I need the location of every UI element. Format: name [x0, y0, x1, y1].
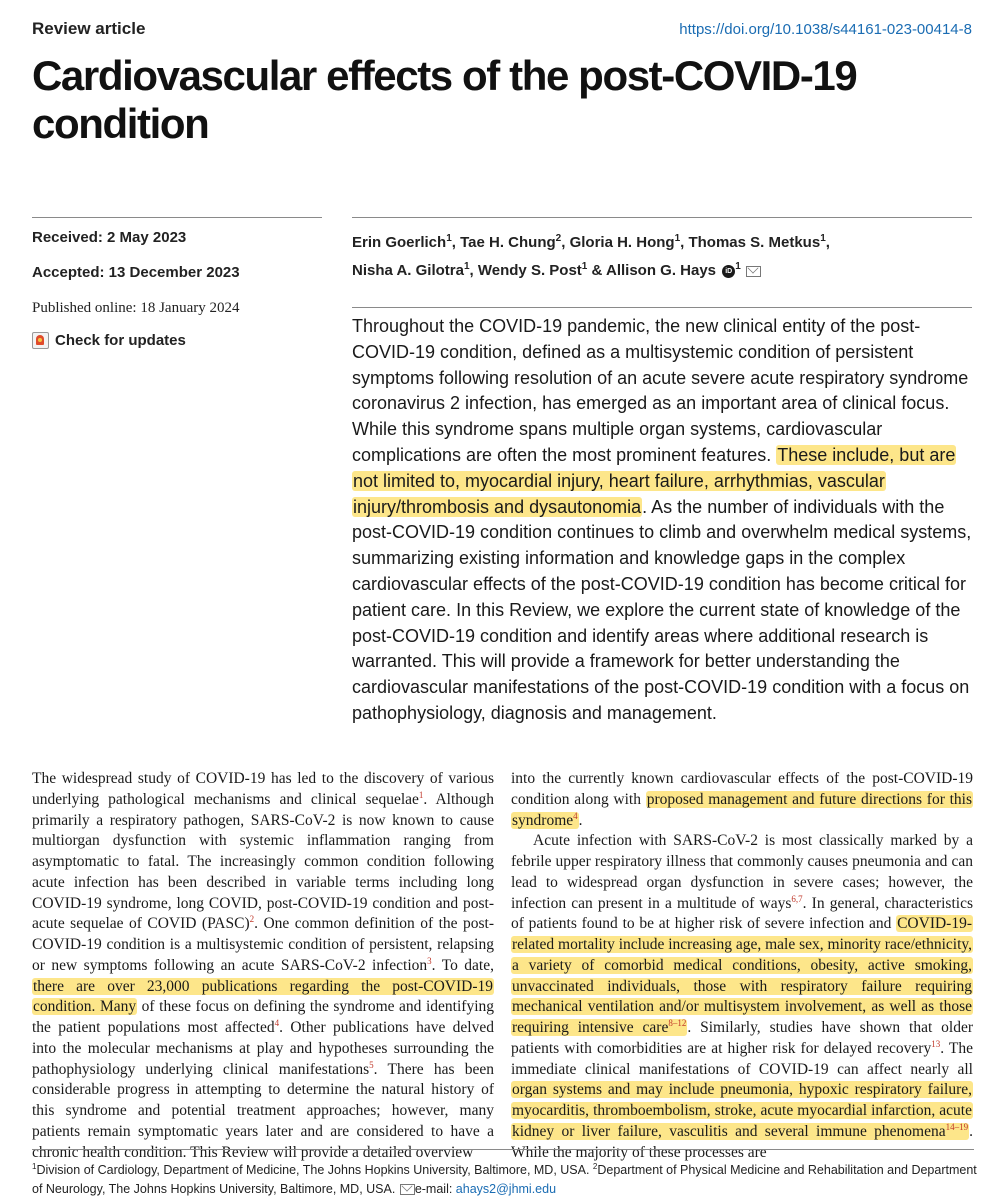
citation-ref[interactable]: 2 [249, 914, 255, 925]
top-rule-right [352, 217, 972, 218]
citation-ref[interactable]: 14–19 [945, 1121, 969, 1132]
check-for-updates-button[interactable] [32, 332, 322, 349]
top-rule-left [32, 217, 322, 218]
mail-icon[interactable] [746, 266, 761, 277]
highlight: there are over 23,000 publications regarding the post-COVID-19 condition. Many [33, 977, 493, 1016]
citation-ref[interactable]: 5 [369, 1059, 374, 1070]
author[interactable]: Nisha A. Gilotra$^1$ [352, 261, 470, 279]
citation-ref[interactable]: 6,7 [791, 893, 803, 904]
author[interactable]: Tae H. Chung$^2$ [460, 233, 562, 251]
body-column-right: into the currently known cardiovascular effects of the post-COVID-19 condition along with proposed management and future directions for this syndrome$^4$. Acute infection with SARS-CoV-2 is most classically marked by a febrile upper respiratory illness that commonly causes pneumonia and can lead to widespread organ dysfunction in severe cases; however, the infection can present in a multitude of ways$^{6,7}$. In general, characteristics of patients found to be at higher risk of severe infection and COVID-19-related mortality include increasing age, male sex, minority race/ethnicity, a variety of comorbid medical conditions, obesity, active smoking, unvaccinated individuals, those with respiratory failure requiring mechanical ventilation and/or multisystem involvement, as well as those requiring intensive care$^{8-12}$. Similarly, studies have shown that older patients with comorbidities are at higher risk for delayed recovery$^{13}$. The immediate clinical manifestations of COVID-19 can affect nearly all organ systems and may include pneumonia, hypoxic respiratory failure, myocarditis, thromboembolism, stroke, acute myocardial infarction, acute kidney or liver failure, vasculitis and several immune phenomena$^{14-19}$. While the majority of these processes are [511, 770, 973, 1161]
citation-ref[interactable]: 8–12 [668, 1017, 687, 1028]
doi-link[interactable]: https://doi.org/10.1038/s44161-023-00414-8 [679, 21, 972, 38]
affiliations-footnote: $^1$Division of Cardiology, Department of Medicine, The Johns Hopkins University, Baltimore, MD, USA. $^2$Department of Physical Medicine and Rehabilitation and Department of Neurology, The Johns Hopkins University, Baltimore, MD, USA. e-mail: ahays2@jhmi.edu [32, 1162, 977, 1197]
received-date: Received: 2 May 2023 [32, 229, 187, 246]
highlight: COVID-19-related mortality include increasing age, male sex, minority race/ethnicity, a variety of comorbid medical conditions, obesity, active smoking, unvaccinated individuals, those with respiratory failure requiring mechanical ventilation and/or multisystem involvement, as well as those requiring intensive care$^{8-12}$ [512, 915, 972, 1036]
published-date: Published online: 18 January 2024 [32, 300, 240, 316]
author[interactable]: Erin Goerlich$^1$ [352, 233, 452, 251]
article-title: Cardiovascular effects of the post-COVID-19 condition [32, 52, 857, 147]
abstract-rule [352, 307, 972, 308]
article-dates [32, 228, 322, 349]
body-column-left: The widespread study of COVID-19 has led to the discovery of various underlying pathological mechanisms and clinical sequelae$^1$. Although primarily a respiratory pathogen, SARS-CoV-2 is now known to cause multiorgan dysfunction with systemic inflammation ranging from asymptomatic to fatal. The increasingly common condition following acute infection has been described in variable terms including long COVID-19 syndrome, long COVID, post-COVID-19 condition and post-acute sequelae of COVID (PASC)$^2$. One common definition of the post-COVID-19 condition is a multisystemic condition of persistent, relapsing or new symptoms following an acute SARS-CoV-2 infection$^3$. To date, there are over 23,000 publications regarding the post-COVID-19 condition. Many of these focus on defining the syndrome and identifying the patient populations most affected$^4$. Other publications have delved into the molecular mechanisms at play and hypotheses surrounding the pathophysiology underlying clinical manifestations$^5$. There has been considerable progress in attempting to determine the natural history of this syndrome and potential treatment approaches; however, many patients remain symptomatic years later and are considered to have a chronic health condition. This Review will provide a detailed overview [32, 770, 494, 1161]
orcid-icon[interactable]: iD [722, 265, 735, 278]
highlight: These include, but are not limited to, myocardial injury, heart failure, arrhythmias, vascular injury/thrombosis and dysautonomia [353, 444, 956, 517]
email-link[interactable]: ahays2@jhmi.edu [455, 1182, 557, 1197]
crossmark-icon [32, 332, 49, 349]
check-for-updates-label: Check for updates [55, 332, 186, 349]
author[interactable]: Thomas S. Metkus$^1$ [688, 233, 826, 251]
citation-ref[interactable]: 1 [418, 789, 424, 800]
article-header [32, 19, 972, 45]
citation-ref[interactable]: 3 [427, 955, 432, 966]
citation-ref[interactable]: 13 [931, 1038, 941, 1049]
citation-ref[interactable]: 4 [573, 810, 578, 821]
citation-ref[interactable]: 4 [274, 1017, 280, 1028]
mail-icon [400, 1184, 415, 1195]
author[interactable]: Gloria H. Hong$^1$ [569, 233, 681, 251]
highlight: organ systems and may include pneumonia, hypoxic respiratory failure, myocarditis, thromboembolism, stroke, acute myocardial infarction, acute kidney or liver failure, vasculitis and several immune phenomena$^{14-19}$ [512, 1081, 972, 1140]
author-list: Erin Goerlich$^1$, Tae H. Chung$^2$, Gloria H. Hong$^1$, Thomas S. Metkus$^1$, Nisha A. Gilotra$^1$, Wendy S. Post$^1$ & Allison G. Hays iD $^1$ [352, 233, 830, 279]
footnote-rule [32, 1149, 974, 1150]
accepted-date: Accepted: 13 December 2023 [32, 264, 240, 281]
author[interactable]: Allison G. Hays [605, 262, 717, 279]
author[interactable]: Wendy S. Post$^1$ [477, 261, 588, 279]
article-type-label: Review article [32, 19, 146, 38]
highlight: proposed management and future directions for this syndrome$^4$ [512, 790, 972, 829]
abstract: Throughout the COVID-19 pandemic, the new clinical entity of the post-COVID-19 condition, defined as a multisystemic condition of persistent symptoms following resolution of an acute severe acute respiratory syndrome coronavirus 2 infection, has emerged as an important area of clinical focus. While this syndrome spans multiple organ systems, cardiovascular complications are often the most prominent features. These include, but are not limited to, myocardial injury, heart failure, arrhythmias, vascular injury/thrombosis and dysautonomia. As the number of individuals with the post-COVID-19 condition continues to climb and overwhelm medical systems, summarizing existing information and knowledge gaps in the complex cardiovascular effects of the post-COVID-19 condition has become critical for patient care. In this Review, we explore the current state of knowledge of the post-COVID-19 condition and identify areas where additional research is warranted. This will provide a framework for better understanding the cardiovascular manifestations of the post-COVID-19 condition with a focus on pathophysiology, diagnosis and management. [352, 316, 972, 723]
